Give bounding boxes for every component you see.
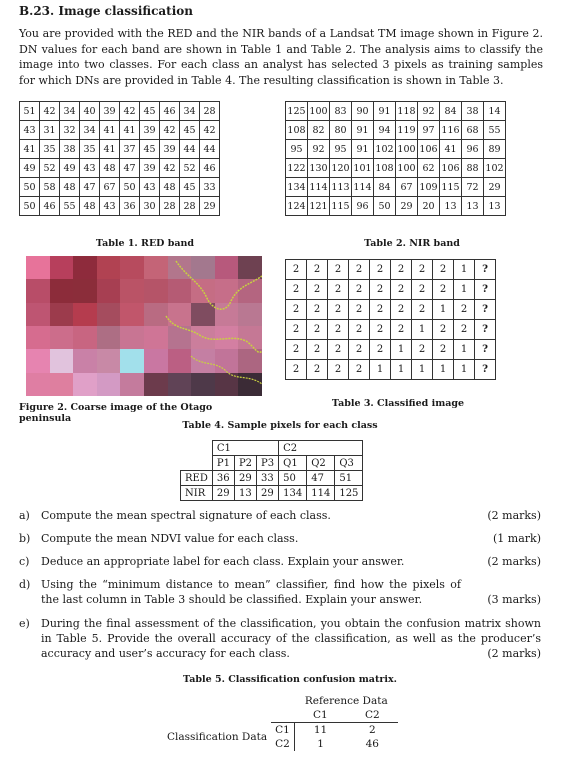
table-cell: 50 [374, 197, 396, 216]
table-cell: 91 [352, 140, 374, 159]
coastline-overlay [26, 256, 262, 396]
question-label: a) [19, 509, 30, 522]
table-cell: 2 [391, 260, 412, 280]
question-marks: (2 marks) [487, 509, 541, 522]
class-header-c2: C2 [279, 441, 363, 456]
table-cell: 2 [412, 300, 433, 320]
table-cell: 1 [433, 360, 454, 380]
table-cell: 30 [140, 197, 160, 216]
table-cell: 2 [286, 320, 307, 340]
table-cell: 42 [200, 121, 220, 140]
table-cell: 122 [286, 159, 308, 178]
table-cell: 2 [286, 360, 307, 380]
confusion-caption: Table 5. Classification confusion matrix. [183, 674, 397, 685]
table-cell: 34 [80, 121, 100, 140]
table-cell: 51 [20, 102, 40, 121]
table-cell: 55 [484, 121, 506, 140]
table-cell: 1 [317, 738, 324, 750]
table-cell: 41 [20, 140, 40, 159]
table-row [20, 102, 220, 121]
pixel-header: P2 [234, 456, 256, 471]
table-cell: 2 [307, 280, 328, 300]
table-cell: 2 [346, 723, 398, 738]
table-cell: 45 [140, 140, 160, 159]
nir-band-caption: Table 2. NIR band [364, 238, 460, 249]
table-cell: 39 [140, 159, 160, 178]
table-cell: 116 [440, 121, 462, 140]
table-cell: 29 [396, 197, 418, 216]
table-cell: 125 [335, 486, 363, 501]
table-cell: 49 [60, 159, 80, 178]
classification-data-label: Classification Data [167, 730, 268, 743]
table-row [286, 140, 506, 159]
table-cell: 115 [330, 197, 352, 216]
table-row [286, 340, 496, 360]
table-row [181, 471, 363, 486]
table-row [163, 723, 398, 738]
table-cell: 121 [308, 197, 330, 216]
table-cell: 82 [308, 121, 330, 140]
table-cell: 2 [349, 260, 370, 280]
table-cell: 2 [391, 320, 412, 340]
table-row [20, 159, 220, 178]
table-cell: 28 [160, 197, 180, 216]
table-cell: 29 [257, 486, 279, 501]
table-cell: 80 [330, 121, 352, 140]
table-cell: 29 [484, 178, 506, 197]
table-cell: 100 [396, 159, 418, 178]
table-cell: 50 [120, 178, 140, 197]
table-cell: 47 [80, 178, 100, 197]
row-label: C1 [271, 723, 294, 738]
table-cell: 2 [286, 300, 307, 320]
table-cell: 39 [140, 121, 160, 140]
red-band-table [19, 101, 220, 216]
table-cell: 28 [200, 102, 220, 121]
table-cell: 39 [100, 102, 120, 121]
question-heading: B.23. Image classification [19, 4, 194, 18]
table-cell: 114 [307, 486, 335, 501]
table-row [20, 178, 220, 197]
table-cell: 90 [352, 102, 374, 121]
pixel-header: Q1 [279, 456, 307, 471]
table-cell: 92 [418, 102, 440, 121]
question-text: Compute the mean NDVI value for each class. [41, 532, 299, 545]
table-cell: 109 [418, 178, 440, 197]
table-cell: 29 [212, 486, 234, 501]
table-cell: ? [475, 280, 496, 300]
table-cell: 45 [180, 121, 200, 140]
question-marks: (3 marks) [487, 593, 541, 606]
table-row [286, 360, 496, 380]
class-header-c1: C1 [212, 441, 278, 456]
classified-image-table [285, 259, 496, 380]
table-cell: 46 [200, 159, 220, 178]
table-cell: 13 [440, 197, 462, 216]
table-cell: 1 [391, 340, 412, 360]
table-cell: 62 [418, 159, 440, 178]
table-cell: 2 [328, 320, 349, 340]
table-cell: 2 [349, 340, 370, 360]
table-cell: 72 [462, 178, 484, 197]
table-cell: 2 [391, 280, 412, 300]
confusion-matrix-table [163, 694, 398, 751]
table-cell: 51 [335, 471, 363, 486]
table-cell: 2 [412, 260, 433, 280]
table-cell: 41 [440, 140, 462, 159]
table-cell: 2 [328, 360, 349, 380]
table-cell: 28 [180, 197, 200, 216]
pixel-header: Q2 [307, 456, 335, 471]
table-cell: 38 [60, 140, 80, 159]
table-cell: 101 [352, 159, 374, 178]
table-cell: 32 [60, 121, 80, 140]
table-row [286, 159, 506, 178]
question-label: b) [19, 532, 31, 545]
table-row [286, 121, 506, 140]
table-cell: 1 [454, 260, 475, 280]
table-cell: 20 [418, 197, 440, 216]
table-row [286, 320, 496, 340]
table-cell: 34 [180, 102, 200, 121]
table-cell: 2 [286, 260, 307, 280]
table-cell: 130 [308, 159, 330, 178]
table-cell: 108 [286, 121, 308, 140]
table-cell: 2 [370, 320, 391, 340]
table-cell: 13 [484, 197, 506, 216]
table-cell: 2 [370, 300, 391, 320]
table-cell: 2 [391, 300, 412, 320]
sample-pixels-table [180, 440, 363, 501]
question-e [19, 616, 541, 664]
question-text: During the final assessment of the classification, you obtain the confusion matrix shown in Table 5. Provide the overall accuracy of the classification, as well as the producer’s accuracy and user’s accuracy for each class. [41, 617, 541, 660]
question-c [19, 554, 541, 570]
table-cell: 14 [484, 102, 506, 121]
figure-caption: Figure 2. Coarse image of the Otago peninsula [19, 402, 213, 424]
table-cell: 2 [286, 340, 307, 360]
table-row [20, 140, 220, 159]
question-label: e) [19, 617, 30, 630]
table-cell: ? [475, 260, 496, 280]
table-cell: 96 [352, 197, 374, 216]
column-header: C1 [312, 709, 328, 721]
table-cell: 36 [212, 471, 234, 486]
table-row [286, 178, 506, 197]
table-cell: 11 [294, 723, 346, 738]
classified-caption: Table 3. Classified image [331, 398, 465, 409]
table-cell: 41 [120, 121, 140, 140]
table-cell: ? [475, 360, 496, 380]
table-cell: 97 [418, 121, 440, 140]
table-cell: 44 [180, 140, 200, 159]
table-cell: 115 [440, 178, 462, 197]
table-cell: 1 [454, 360, 475, 380]
table-cell: 118 [396, 102, 418, 121]
table-cell: 29 [200, 197, 220, 216]
table-cell: 48 [100, 159, 120, 178]
table-cell: 13 [234, 486, 256, 501]
table-cell: 2 [286, 280, 307, 300]
question-label: d) [19, 578, 31, 591]
table-cell: 29 [234, 471, 256, 486]
table-cell: 50 [20, 197, 40, 216]
table-cell: 134 [279, 486, 307, 501]
table-cell: 35 [40, 140, 60, 159]
table-cell: 2 [328, 340, 349, 360]
table-row [286, 300, 496, 320]
table-cell: 88 [462, 159, 484, 178]
table-cell: 36 [120, 197, 140, 216]
table-cell: 49 [20, 159, 40, 178]
table-cell: 2 [433, 280, 454, 300]
table-cell: 2 [349, 320, 370, 340]
table-cell: 35 [80, 140, 100, 159]
table-cell: 2 [433, 340, 454, 360]
table-cell: 13 [462, 197, 484, 216]
table-cell: 113 [330, 178, 352, 197]
table-cell: 1 [370, 360, 391, 380]
table-cell: 45 [140, 102, 160, 121]
table-cell: 52 [40, 159, 60, 178]
table-cell: 33 [257, 471, 279, 486]
question-text: Using the “minimum distance to mean” classifier, find how the pixels of the last column in Table 3 should be classified. Explain your answer. [41, 578, 461, 606]
table-cell: 1 [454, 280, 475, 300]
table-cell: 52 [180, 159, 200, 178]
table-cell: 94 [374, 121, 396, 140]
reference-data-label: Reference Data [304, 695, 388, 707]
table-cell: 58 [40, 178, 60, 197]
table-cell: 120 [330, 159, 352, 178]
table-cell: 37 [120, 140, 140, 159]
table-cell: 39 [160, 140, 180, 159]
table-cell: 100 [308, 102, 330, 121]
table-row [286, 280, 496, 300]
table-cell: 124 [286, 197, 308, 216]
table-cell: 2 [307, 360, 328, 380]
table-cell: 2 [412, 340, 433, 360]
table-cell: 114 [352, 178, 374, 197]
table-cell: 2 [307, 320, 328, 340]
table-cell: 68 [462, 121, 484, 140]
table-cell: 2 [349, 300, 370, 320]
table-cell: 48 [160, 178, 180, 197]
table-cell: 2 [307, 300, 328, 320]
table-cell: 31 [40, 121, 60, 140]
table-cell: 2 [370, 260, 391, 280]
question-text: Compute the mean spectral signature of each class. [41, 509, 331, 522]
table-cell: 100 [396, 140, 418, 159]
table-cell: 114 [308, 178, 330, 197]
table-cell: 2 [307, 260, 328, 280]
row-label: RED [181, 471, 213, 486]
table-cell: 1 [412, 320, 433, 340]
table-cell: 43 [80, 159, 100, 178]
pixel-header: Q3 [335, 456, 363, 471]
table-cell: 102 [484, 159, 506, 178]
table-cell: 83 [330, 102, 352, 121]
table-cell: 33 [200, 178, 220, 197]
table-cell: 44 [200, 140, 220, 159]
table-cell: 46 [160, 102, 180, 121]
table-cell: ? [475, 320, 496, 340]
table-cell: 43 [100, 197, 120, 216]
table-cell: 1 [454, 340, 475, 360]
table-row [286, 260, 496, 280]
table-cell: ? [475, 340, 496, 360]
table-cell: 50 [20, 178, 40, 197]
table-cell: 2 [370, 340, 391, 360]
table-cell: 95 [330, 140, 352, 159]
table-row [20, 121, 220, 140]
table-cell: 40 [80, 102, 100, 121]
table-cell: 91 [374, 102, 396, 121]
table-cell: 2 [349, 280, 370, 300]
question-marks: (2 marks) [487, 647, 541, 660]
table-cell: 67 [396, 178, 418, 197]
table-row [181, 486, 363, 501]
table-cell: 43 [20, 121, 40, 140]
table-cell: 91 [352, 121, 374, 140]
intro-paragraph: You are provided with the RED and the NIR bands of a Landsat TM image shown in Figure 2. DN values for each band are shown in Table 1 and Table 2. The analysis aims to classify the image into two classes. For each class an analyst has selected 3 pixels as training samples for which DNs are provided in Table 4. The resulting classification is shown in Table 3. [19, 27, 543, 87]
question-d [19, 577, 541, 609]
table-cell: 67 [100, 178, 120, 197]
row-label: NIR [181, 486, 213, 501]
table-cell: 2 [328, 260, 349, 280]
table-cell: 38 [462, 102, 484, 121]
table-cell: 95 [286, 140, 308, 159]
table-cell: 42 [40, 102, 60, 121]
table-cell: 50 [279, 471, 307, 486]
table-cell: 119 [396, 121, 418, 140]
table-cell: 47 [120, 159, 140, 178]
table-cell: 1 [412, 360, 433, 380]
table-cell: 106 [418, 140, 440, 159]
table-cell: 41 [100, 121, 120, 140]
table-cell: 42 [160, 121, 180, 140]
table-cell: 92 [308, 140, 330, 159]
question-marks: (1 mark) [493, 532, 541, 545]
row-label: C2 [271, 737, 294, 751]
table-cell: 106 [440, 159, 462, 178]
table-cell: 84 [440, 102, 462, 121]
table-cell: 2 [349, 360, 370, 380]
table-cell: 102 [374, 140, 396, 159]
table-cell: 2 [433, 320, 454, 340]
table-cell: 47 [307, 471, 335, 486]
table-cell: 125 [286, 102, 308, 121]
table-cell: 34 [60, 102, 80, 121]
table-cell: 42 [160, 159, 180, 178]
table-cell: 1 [391, 360, 412, 380]
table-cell: 2 [454, 320, 475, 340]
table-cell: 96 [462, 140, 484, 159]
column-header: C2 [364, 709, 380, 721]
table-row [286, 102, 506, 121]
table-cell: 2 [307, 340, 328, 360]
table-cell: 46 [40, 197, 60, 216]
table-cell: 48 [60, 178, 80, 197]
table-cell: 89 [484, 140, 506, 159]
pixel-header: P1 [212, 456, 234, 471]
table-cell: 2 [370, 280, 391, 300]
table-row [286, 197, 506, 216]
table-cell: 2 [412, 280, 433, 300]
red-band-caption: Table 1. RED band [95, 238, 195, 249]
table-cell: 2 [454, 300, 475, 320]
table-cell: 2 [328, 280, 349, 300]
table-cell: ? [475, 300, 496, 320]
table-cell: 45 [180, 178, 200, 197]
table-cell: 42 [120, 102, 140, 121]
question-b [19, 531, 541, 547]
table-cell: 134 [286, 178, 308, 197]
table-row [20, 197, 220, 216]
table-cell: 41 [100, 140, 120, 159]
nir-band-table [285, 101, 506, 216]
pixel-header: P3 [257, 456, 279, 471]
question-label: c) [19, 555, 30, 568]
table-cell: 46 [365, 738, 379, 750]
table-cell: 2 [328, 300, 349, 320]
table-cell: 43 [140, 178, 160, 197]
table-cell: 2 [433, 260, 454, 280]
table-cell: 108 [374, 159, 396, 178]
table-cell: 1 [433, 300, 454, 320]
question-text: Deduce an appropriate label for each class. Explain your answer. [41, 555, 405, 568]
question-marks: (2 marks) [487, 555, 541, 568]
table-cell: 48 [80, 197, 100, 216]
table-cell: 84 [374, 178, 396, 197]
table-cell: 55 [60, 197, 80, 216]
question-a [19, 508, 541, 524]
sample-table-caption: Table 4. Sample pixels for each class [182, 420, 378, 431]
